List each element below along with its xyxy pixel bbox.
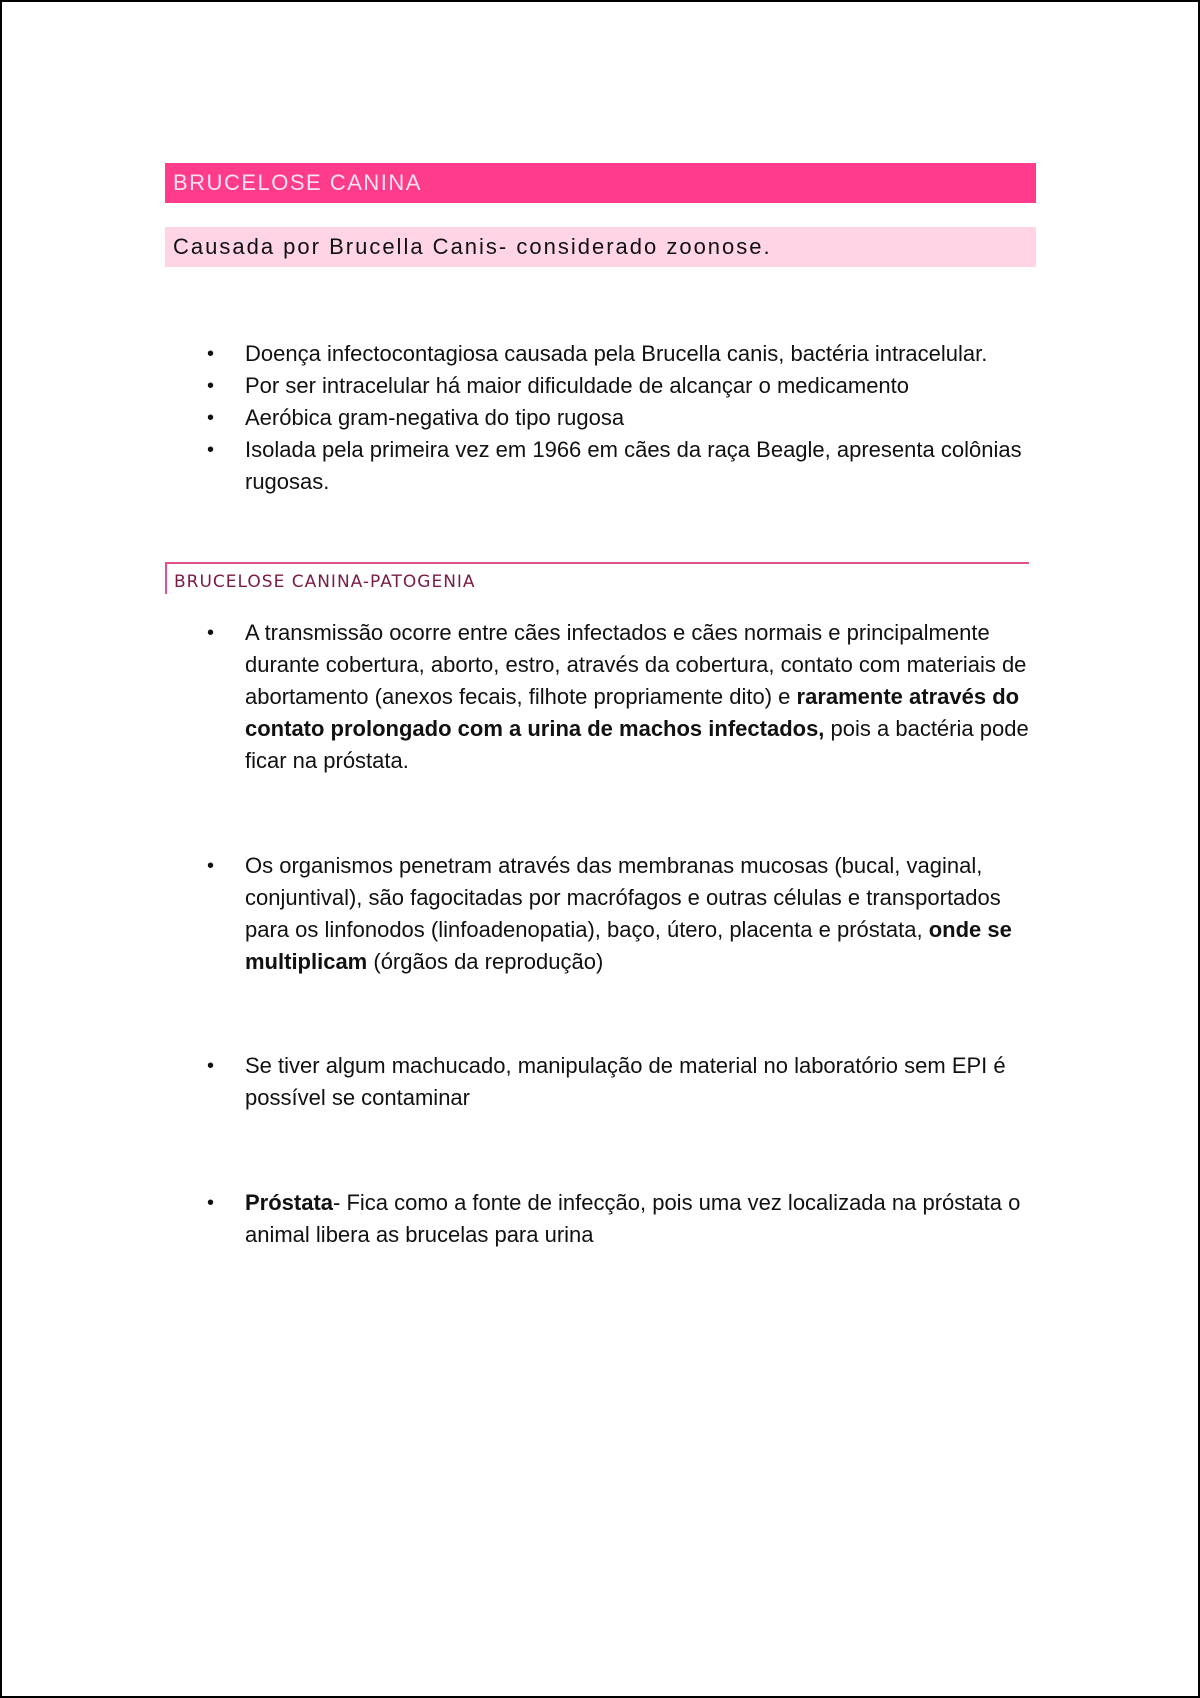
bullet-icon: • [207, 407, 215, 429]
patogenia-item-3 [205, 1050, 1035, 1114]
patogenia-item-1 [205, 617, 1035, 777]
list-item: • Aeróbica gram-negativa do tipo rugosa [205, 402, 1035, 434]
title-banner [165, 163, 1036, 203]
patogenia-item-2 [205, 850, 1035, 978]
document-subtitle: Causada por Brucella Canis- considerado zoonose. [173, 234, 772, 259]
patogenia-item-4 [205, 1187, 1035, 1251]
section-heading-text: BRUCELOSE CANINA-PATOGENIA [174, 572, 476, 592]
list-item: • Doença infectocontagiosa causada pela Brucella canis, bactéria intracelular. [205, 338, 1035, 370]
subtitle-banner [165, 227, 1036, 267]
list-item: • Os organismos penetram através das membranas mucosas (bucal, vaginal, conjuntival), são fagocitadas por macrófagos e outras células e transportados para os linfonodos (linfoadenopatia), baço, útero, placenta e próstata, onde se multiplicam (órgãos da reprodução) [205, 850, 1035, 978]
bullet-icon: • [207, 1055, 215, 1077]
list-item: • Por ser intracelular há maior dificuldade de alcançar o medicamento [205, 370, 1035, 402]
list-item: • Isolada pela primeira vez em 1966 em cães da raça Beagle, apresenta colônias rugosas. [205, 434, 1035, 498]
section-heading [165, 562, 1029, 594]
list-item: • A transmissão ocorre entre cães infectados e cães normais e principalmente durante cobertura, aborto, estro, através da cobertura, contato com materiais de abortamento (anexos fecais, filhote propriamente dito) e raramente através do contato prolongado com a urina de machos infectados, pois a bactéria pode ficar na próstata. [205, 617, 1035, 777]
list-item: • Próstata- Fica como a fonte de infecção, pois uma vez localizada na próstata o animal libera as brucelas para urina [205, 1187, 1035, 1251]
list-item: • Se tiver algum machucado, manipulação de material no laboratório sem EPI é possível se contaminar [205, 1050, 1035, 1114]
document-title: BRUCELOSE CANINA [173, 170, 422, 195]
bullet-icon: • [207, 1192, 215, 1214]
bullet-icon: • [207, 622, 215, 644]
bullet-icon: • [207, 855, 215, 877]
intro-list [205, 338, 1035, 498]
bullet-icon: • [207, 439, 215, 461]
bullet-icon: • [207, 375, 215, 397]
bullet-icon: • [207, 343, 215, 365]
